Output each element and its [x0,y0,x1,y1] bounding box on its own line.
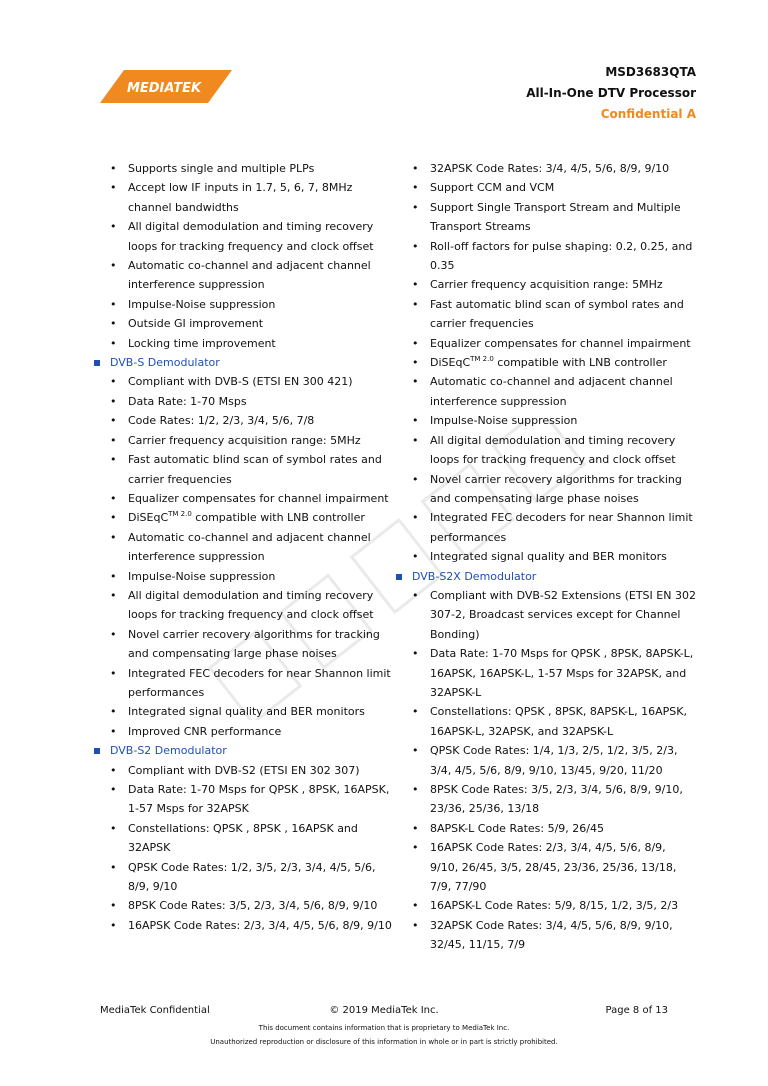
section-heading: DVB-S2X Demodulator [396,567,696,586]
bullet-item: • Roll-off factors for pulse shaping: 0.2, 0.25, and 0.35 [396,237,696,276]
bullet-item: • Compliant with DVB-S2 Extensions (ETSI EN 302 307-2, Broadcast services except for Channel Bonding) [396,586,696,644]
mediatek-logo [100,70,232,103]
section-heading: DVB-S Demodulator [94,353,394,372]
bullet-item: • 8APSK-L Code Rates: 5/9, 26/45 [396,819,696,838]
bullet-item: • 8PSK Code Rates: 3/5, 2/3, 3/4, 5/6, 8/9, 9/10 [94,896,394,915]
bullet-item: • Equalizer compensates for channel impairment [94,489,394,508]
bullet-item: • All digital demodulation and timing recovery loops for tracking frequency and clock offset [94,217,394,256]
bullet-item: • Automatic co-channel and adjacent channel interference suppression [396,372,696,411]
bullet-item: • Integrated signal quality and BER monitors [94,702,394,721]
footer-copyright: © 2019 MediaTek Inc. [329,1005,439,1016]
bullet-item: • Supports single and multiple PLPs [94,159,394,178]
bullet-item: • Data Rate: 1-70 Msps [94,392,394,411]
bullet-item: • Constellations: QPSK , 8PSK, 8APSK-L, 16APSK, 16APSK-L, 32APSK, and 32APSK-L [396,702,696,741]
bullet-item: • Improved CNR performance [94,722,394,741]
bullet-item: • 16APSK-L Code Rates: 5/9, 8/15, 1/2, 3/5, 2/3 [396,896,696,915]
bullet-item: • Carrier frequency acquisition range: 5MHz [94,431,394,450]
bullet-item: • Code Rates: 1/2, 2/3, 3/4, 5/6, 7/8 [94,411,394,430]
right-feature-list [396,159,696,955]
bullet-item: • Outside GI improvement [94,314,394,333]
bullet-item: • Integrated FEC decoders for near Shannon limit performances [396,508,696,547]
trademark-superscript: TM 2.0 [168,510,192,519]
right-column [396,159,696,955]
product-name: MSD3683QTA [605,65,696,79]
bullet-item: • 8PSK Code Rates: 3/5, 2/3, 3/4, 5/6, 8/9, 9/10, 23/36, 25/36, 13/18 [396,780,696,819]
left-column [94,159,394,935]
document-header [526,62,696,125]
bullet-item: • Fast automatic blind scan of symbol rates and carrier frequencies [94,450,394,489]
bullet-item: • Data Rate: 1-70 Msps for QPSK , 8PSK, 8APSK-L, 16APSK, 16APSK-L, 1-57 Msps for 32APSK, and 32APSK-L [396,644,696,702]
logo-text: MEDIATEK [126,81,202,96]
bullet-item [94,508,394,527]
bullet-item: • Constellations: QPSK , 8PSK , 16APSK and 32APSK [94,819,394,858]
confidential-label: Confidential A [600,107,696,121]
bullet-text-post: compatible with LNB controller [493,356,667,370]
bullet-text-post: compatible with LNB controller [191,511,365,525]
bullet-item: • Support Single Transport Stream and Multiple Transport Streams [396,198,696,237]
bullet-item [396,353,696,372]
bullet-item: • All digital demodulation and timing recovery loops for tracking frequency and clock offset [94,586,394,625]
bullet-item: • Data Rate: 1-70 Msps for QPSK , 8PSK, 16APSK, 1-57 Msps for 32APSK [94,780,394,819]
bullet-item: • Compliant with DVB-S2 (ETSI EN 302 307) [94,761,394,780]
bullet-item: • All digital demodulation and timing recovery loops for tracking frequency and clock offset [396,431,696,470]
bullet-item: • 16APSK Code Rates: 2/3, 3/4, 4/5, 5/6, 8/9, 9/10, 26/45, 3/5, 28/45, 23/36, 25/36, 13/18, 7/9, 77/90 [396,838,696,896]
bullet-text-pre: DiSEqC [430,356,471,370]
bullet-item: • Novel carrier recovery algorithms for tracking and compensating large phase noises [396,470,696,509]
bullet-item: • Impulse-Noise suppression [396,411,696,430]
bullet-item: • 16APSK Code Rates: 2/3, 3/4, 4/5, 5/6, 8/9, 9/10 [94,916,394,935]
bullet-item: • Novel carrier recovery algorithms for tracking and compensating large phase noises [94,625,394,664]
bullet-item: • Carrier frequency acquisition range: 5MHz [396,275,696,294]
footer-legal-2: Unauthorized reproduction or disclosure of this information in whole or in part is strictly prohibited. [210,1038,558,1046]
footer-page-number: Page 8 of 13 [605,1005,668,1016]
section-heading: DVB-S2 Demodulator [94,741,394,760]
bullet-item: • Automatic co-channel and adjacent channel interference suppression [94,528,394,567]
bullet-item: • Locking time improvement [94,334,394,353]
bullet-item: • QPSK Code Rates: 1/2, 3/5, 2/3, 3/4, 4/5, 5/6, 8/9, 9/10 [94,858,394,897]
bullet-item: • Integrated FEC decoders for near Shannon limit performances [94,664,394,703]
left-feature-list [94,159,394,935]
trademark-superscript: TM 2.0 [470,355,494,364]
bullet-item: • Integrated signal quality and BER monitors [396,547,696,566]
bullet-item: • Equalizer compensates for channel impairment [396,334,696,353]
bullet-item: • 32APSK Code Rates: 3/4, 4/5, 5/6, 8/9, 9/10, 32/45, 11/15, 7/9 [396,916,696,955]
bullet-item: • 32APSK Code Rates: 3/4, 4/5, 5/6, 8/9, 9/10 [396,159,696,178]
footer-left: MediaTek Confidential [100,1005,210,1016]
bullet-item: • Accept low IF inputs in 1.7, 5, 6, 7, 8MHz channel bandwidths [94,178,394,217]
bullet-item: • Automatic co-channel and adjacent channel interference suppression [94,256,394,295]
bullet-item: • QPSK Code Rates: 1/4, 1/3, 2/5, 1/2, 3/5, 2/3, 3/4, 4/5, 5/6, 8/9, 9/10, 13/45, 9/20, 11/20 [396,741,696,780]
bullet-item: • Impulse-Noise suppression [94,567,394,586]
bullet-item: • Fast automatic blind scan of symbol rates and carrier frequencies [396,295,696,334]
bullet-item: • Impulse-Noise suppression [94,295,394,314]
bullet-text-pre: DiSEqC [128,511,169,525]
bullet-item: • Support CCM and VCM [396,178,696,197]
bullet-item: • Compliant with DVB-S (ETSI EN 300 421) [94,372,394,391]
footer-legal-1: This document contains information that is proprietary to MediaTek Inc. [258,1024,510,1032]
product-subtitle: All-In-One DTV Processor [526,86,696,100]
